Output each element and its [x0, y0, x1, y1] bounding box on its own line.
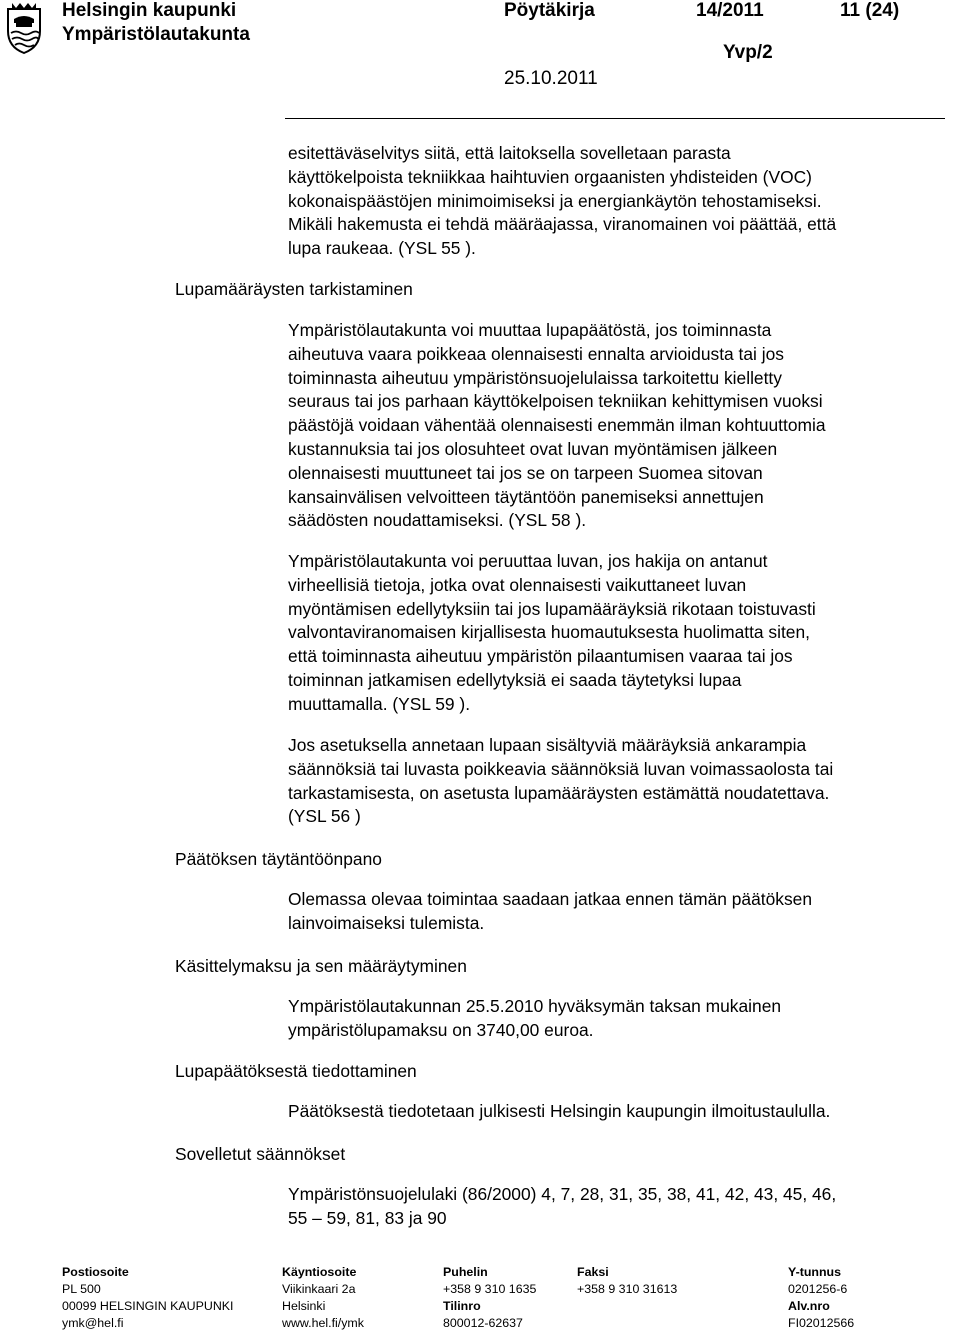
- header-doc-type: Pöytäkirja: [504, 0, 595, 21]
- section-label-lupamaaraysten-tarkistaminen: Lupamääräysten tarkistaminen: [175, 279, 413, 299]
- footer-value: Helsinki: [282, 1299, 326, 1313]
- section-label-kasittelymaksu: Käsittelymaksu ja sen määräytyminen: [175, 956, 467, 976]
- paragraph-applied-provisions: [288, 1183, 953, 1231]
- text-line: seuraus tai jos parhaan käyttökelpoisen tekniikan kehittymisen vuoksi: [288, 391, 823, 412]
- text-line: olennaisesti muuttuneet tai jos se on tarpeen Suomea sitovan: [288, 462, 763, 483]
- paragraph-enforcement: [288, 888, 953, 936]
- header-department: Ympäristölautakunta: [62, 24, 250, 45]
- helsinki-coat-of-arms-logo: [2, 1, 46, 55]
- footer-business-id: [788, 1264, 854, 1332]
- text-line: käyttökelpoista tekniikkaa haihtuvien orgaanisten yhdisteiden (VOC): [288, 166, 812, 187]
- footer-heading: Käyntiosoite: [282, 1265, 357, 1279]
- text-line: säännöksiä tai luvasta poikkeavia säännöksiä luvan voimassaolosta tai: [288, 758, 834, 779]
- paragraph-license-modification: [288, 319, 953, 533]
- footer-heading: Y-tunnus: [788, 1265, 841, 1279]
- text-line: virheellisiä tietoja, jotka ovat olennaisesti vaikuttaneet luvan: [288, 574, 747, 595]
- text-line: lainvoimaiseksi tulemista.: [288, 912, 485, 933]
- header-item: Yvp/2: [723, 42, 773, 63]
- text-line: Olemassa olevaa toimintaa saadaan jatkaa ennen tämän päätöksen: [288, 889, 812, 909]
- footer-heading: Puhelin: [443, 1265, 488, 1279]
- footer-visiting-address: [282, 1264, 364, 1332]
- paragraph-decree-provisions: [288, 734, 953, 829]
- header-page: 11 (24): [840, 0, 900, 21]
- footer-value: 800012-62637: [443, 1316, 523, 1330]
- text-line: Ympäristönsuojelulaki (86/2000) 4, 7, 28, 31, 35, 38, 41, 42, 43, 45, 46,: [288, 1184, 837, 1204]
- paragraph-license-revocation: [288, 550, 953, 717]
- text-line: 55 – 59, 81, 83 ja 90: [288, 1207, 447, 1228]
- text-line: kokonaispäästöjen minimoimiseksi ja energiankäytön tehostamiseksi.: [288, 190, 822, 211]
- footer-value: 0201256-6: [788, 1282, 848, 1296]
- text-line: lupa raukeaa. (YSL 55 ).: [288, 238, 476, 259]
- intro-paragraph: [288, 142, 953, 261]
- header-city: Helsingin kaupunki: [62, 0, 237, 21]
- footer-value: +358 9 310 1635: [443, 1282, 537, 1296]
- text-line: toiminnan jatkamisen edellytyksiä ei saada täytetyksi lupaa: [288, 669, 742, 690]
- text-line: ympäristölupamaksu on 3740,00 euroa.: [288, 1019, 594, 1040]
- header-date: 25.10.2011: [504, 68, 598, 89]
- section-label-paatoksen-taytantoonpano: Päätöksen täytäntöönpano: [175, 849, 382, 869]
- footer-postal-address: [62, 1264, 233, 1332]
- text-line: tarkastamisesta, on asetusta lupamääräysten estämättä noudatettava.: [288, 782, 830, 803]
- paragraph-processing-fee: [288, 995, 953, 1043]
- paragraph-notification: [288, 1100, 953, 1124]
- header-doc-number: 14/2011: [696, 0, 764, 21]
- footer-phone: [443, 1264, 536, 1332]
- footer-value: Viikinkaari 2a: [282, 1282, 356, 1296]
- text-line: että toiminnasta aiheutuu ympäristön pilaantumisen vaaraa tai jos: [288, 646, 793, 667]
- footer-value: FI02012566: [788, 1316, 855, 1330]
- text-line: kansainvälisen velvoitteen täytäntöön panemiseksi annettujen: [288, 486, 764, 507]
- text-line: Jos asetuksella annetaan lupaan sisältyviä määräyksiä ankarampia: [288, 735, 807, 755]
- text-line: myöntämisen edellytyksiin tai jos lupamääräyksiä rikotaan toistuvasti: [288, 598, 816, 619]
- text-line: päästöjä voidaan vähentää olennaisesti enemmän ilman kohtuuttomia: [288, 415, 826, 436]
- footer-value: PL 500: [62, 1282, 101, 1296]
- footer-heading: Faksi: [577, 1265, 609, 1279]
- section-label-lupapaatoksesta-tiedottaminen: Lupapäätöksestä tiedottaminen: [175, 1061, 417, 1081]
- text-line: säädösten noudattamiseksi. (YSL 58 ).: [288, 510, 587, 531]
- text-line: Mikäli hakemusta ei tehdä määräajassa, viranomainen voi päättää, että: [288, 214, 837, 235]
- text-line: toiminnasta aiheutuu ympäristönsuojelulaissa tarkoitettu kielletty: [288, 367, 782, 388]
- page-footer: [0, 1264, 960, 1332]
- text-line: valvontaviranomaisen kirjallisesta huomautuksesta huolimatta siten,: [288, 622, 810, 643]
- footer-heading: Tilinro: [443, 1299, 481, 1313]
- footer-heading: Alv.nro: [788, 1299, 830, 1313]
- text-line: (YSL 56 ): [288, 806, 361, 827]
- footer-value: 00099 HELSINGIN KAUPUNKI: [62, 1299, 234, 1313]
- footer-email-link[interactable]: ymk@hel.fi: [62, 1316, 124, 1330]
- text-line: aiheutuva vaara poikkeaa olennaisesti ennalta arvioidusta tai jos: [288, 343, 784, 364]
- text-line: Ympäristölautakunta voi peruuttaa luvan, jos hakija on antanut: [288, 551, 768, 571]
- footer-value: +358 9 310 31613: [577, 1282, 678, 1296]
- text-line: esitettäväselvitys siitä, että laitoksella sovelletaan parasta: [288, 143, 731, 163]
- text-line: Päätöksestä tiedotetaan julkisesti Helsingin kaupungin ilmoitustaululla.: [288, 1101, 831, 1121]
- footer-heading: Postiosoite: [62, 1265, 129, 1279]
- text-line: kustannuksia tai jos olosuhteet ovat luvan myöntämisen jälkeen: [288, 438, 778, 459]
- header-divider: [285, 118, 945, 119]
- section-label-sovelletut-saannokset: Sovelletut säännökset: [175, 1144, 346, 1164]
- text-line: Ympäristölautakunta voi muuttaa lupapäätöstä, jos toiminnasta: [288, 320, 772, 340]
- text-line: Ympäristölautakunnan 25.5.2010 hyväksymän taksan mukainen: [288, 996, 782, 1016]
- footer-fax: [577, 1264, 677, 1298]
- footer-website-link[interactable]: www.hel.fi/ymk: [282, 1316, 364, 1330]
- text-line: muuttamalla. (YSL 59 ).: [288, 693, 471, 714]
